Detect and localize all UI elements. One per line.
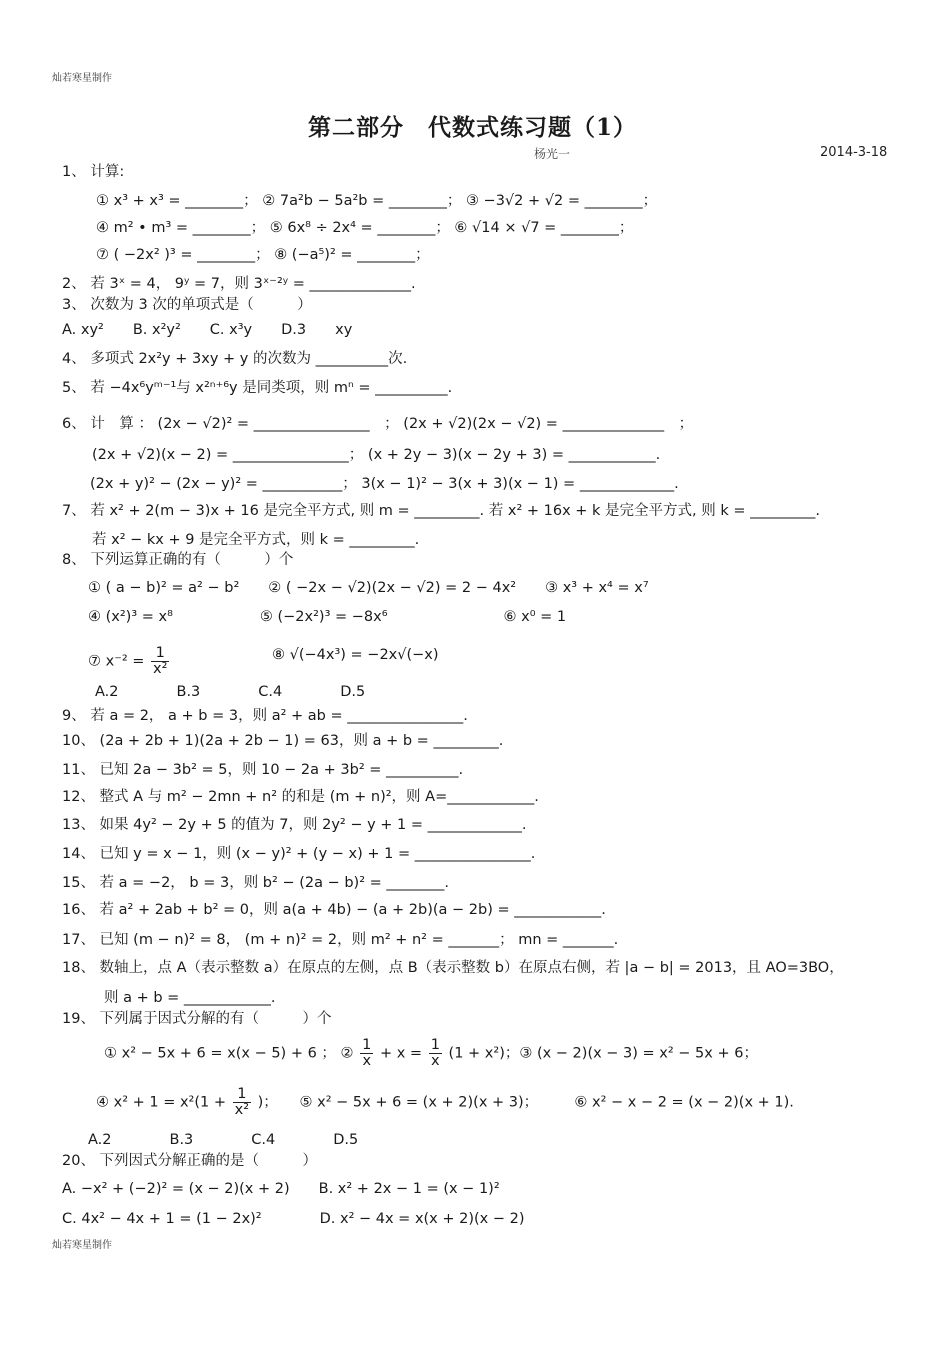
question-6: 6、 计 算 ： (2x − √2)² = ________________ ； (2x + √2)(2x − √2) = ______________ ； [62,416,694,432]
q1-row-1: ① x³ + x³ = ________； ② 7a²b − 5a²b = ________； ③ −3√2 + √2 = ________； [96,193,658,209]
q20-options-cd: C. 4x² − 4x + 1 = (1 − 2x)² D. x² − 4x = x(x + 2)(x − 2) [62,1211,525,1227]
date-label: 2014-3-18 [820,145,888,160]
q1-row-3: ⑦ ( −2x² )³ = ________； ⑧ (−a⁵)² = ________； [96,247,430,263]
question-8: 8、 下列运算正确的有（ ）个 [62,552,294,568]
question-9: 9、 若 a = 2， a + b = 3，则 a² + ab = ________________. [62,708,468,724]
question-16: 16、 若 a² + 2ab + b² = 0，则 a(a + 4b) − (a + 2b)(a − 2b) = ____________. [62,902,606,918]
question-13: 13、 如果 4y² − 2y + 5 的值为 7，则 2y² − y + 1 = _____________. [62,817,527,833]
q7-row-2: 若 x² − kx + 9 是完全平方式，则 k = _________. [92,532,420,548]
question-18: 18、 数轴上，点 A（表示整数 a）在原点的左侧，点 B（表示整数 b）在原点右侧，若 |a − b| = 2013，且 AO=3BO， [62,960,844,976]
question-2: 2、 若 3ˣ = 4， 9ʸ = 7，则 3ˣ⁻²ʸ = ______________. [62,276,416,292]
page-footer: 灿若寒星制作 [52,1240,112,1251]
q8-row-2: ④ (x²)³ = x⁸ ⑤ (−2x²)³ = −8x⁶ ⑥ x⁰ = 1 [88,609,567,625]
question-17: 17、 已知 (m − n)² = 8， (m + n)² = 2，则 m² + n² = _______； mn = _______. [62,932,619,948]
q19-row-2: ④ x² + 1 = x²(1 + $\frac{1}{\text{x²}}$ )； ⑤ x² − 5x + 6 = (x + 2)(x + 3)； ⑥ x² − x − 2 = (x − 2)(x + 1). [96,1086,794,1118]
fraction: $\frac{1}{x}$ [430,1037,440,1069]
q8-item-8: ⑧ √(−4x³) = −2x√(−x) [272,647,439,663]
question-15: 15、 若 a = −2， b = 3，则 b² − (2a − b)² = ________. [62,875,449,891]
question-1: 1、 计算: [62,164,125,180]
fraction: $\frac{1}{\text{x²}}$ [234,1086,250,1118]
page-title: 第二部分 代数式练习题（1） [308,114,638,141]
q18-row-2: 则 a + b = ____________. [104,990,276,1006]
question-10: 10、 (2a + 2b + 1)(2a + 2b − 1) = 63，则 a + b = _________. [62,733,504,749]
q19-options: A.2 B.3 C.4 D.5 [88,1132,359,1148]
q20-options-ab: A. −x² + (−2)² = (x − 2)(x + 2) B. x² + 2x − 1 = (x − 1)² [62,1181,500,1197]
question-7: 7、 若 x² + 2(m − 3)x + 16 是完全平方式, 则 m = _________. 若 x² + 16x + k 是完全平方式, 则 k = _________. [62,503,820,519]
question-3: 3、 次数为 3 次的单项式是（ ） [62,297,312,313]
question-4: 4、 多项式 2x²y + 3xy + y 的次数为 __________次. [62,351,408,367]
page-header: 灿若寒星制作 [52,73,112,84]
question-19: 19、 下列属于因式分解的有（ ）个 [62,1011,332,1027]
q8-item-7: ⑦ x⁻² = $\frac{1}{\text{x²}}$ [88,645,168,677]
q3-options: A. xy² B. x²y² C. x³y D.3 xy [62,322,353,338]
question-14: 14、 已知 y = x − 1，则 (x − y)² + (y − x) + 1 = ________________. [62,846,536,862]
fraction: $\frac{1}{\text{x²}}$ [153,645,168,677]
fraction: $\frac{1}{x}$ [362,1037,372,1069]
q8-options: A.2 B.3 C.4 D.5 [95,684,366,700]
q8-row-1: ① ( a − b)² = a² − b² ② ( −2x − √2)(2x − √2) = 2 − 4x² ③ x³ + x⁴ = x⁷ [88,580,649,596]
question-12: 12、 整式 A 与 m² − 2mn + n² 的和是 (m + n)²，则 A=____________. [62,789,539,805]
question-5: 5、 若 −4x⁶yᵐ⁻¹与 x²ⁿ⁺⁶y 是同类项，则 mⁿ = __________. [62,380,453,396]
question-20: 20、 下列因式分解正确的是（ ） [62,1153,318,1169]
q19-row-1: ① x² − 5x + 6 = x(x − 5) + 6 ； ② $\frac{1}{x}$ + x = $\frac{1}{x}$ (1 + x²)；③ (x − 2)(x − 3) = x² − 5x + 6； [104,1037,758,1069]
q6-row-3: (2x + y)² − (2x − y)² = ___________； 3(x − 1)² − 3(x + 3)(x − 1) = _____________. [90,476,679,492]
question-11: 11、 已知 2a − 3b² = 5，则 10 − 2a + 3b² = __________. [62,762,464,778]
author-name: 杨光一 [534,147,571,161]
q1-row-2: ④ m² • m³ = ________； ⑤ 6x⁸ ÷ 2x⁴ = ________； ⑥ √14 × √7 = ________； [96,220,634,236]
q6-row-2: (2x + √2)(x − 2) = ________________； (x + 2y − 3)(x − 2y + 3) = ____________. [92,447,661,463]
